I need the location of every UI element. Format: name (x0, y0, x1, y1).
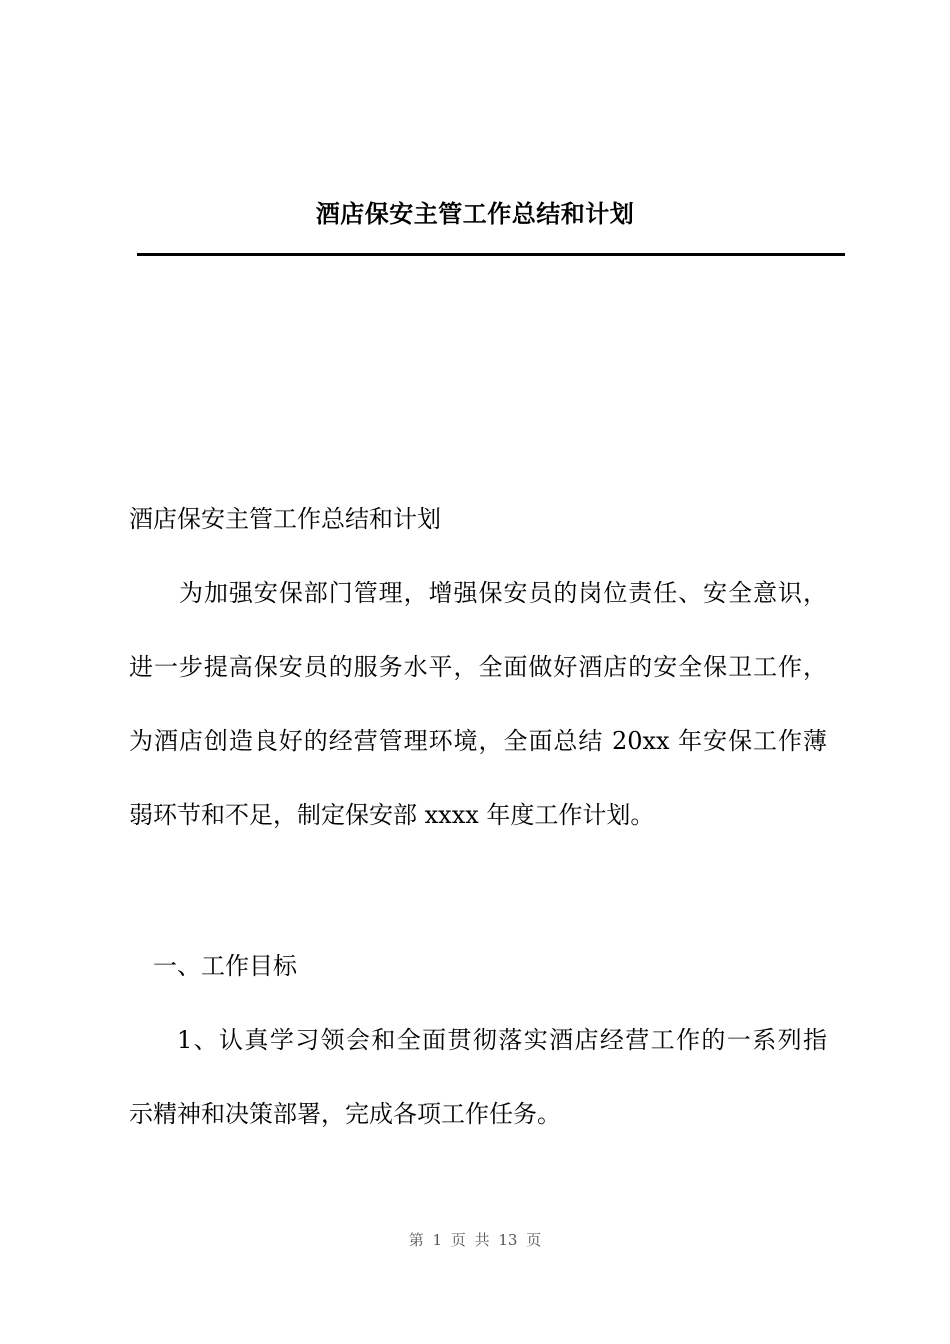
intro-line-4: 弱环节和不足，制定保安部 xxxx 年度工作计划。 (129, 801, 655, 829)
header-divider (137, 253, 845, 256)
header-title: 酒店保安主管工作总结和计划 (315, 199, 635, 228)
document-title: 酒店保安主管工作总结和计划 (129, 505, 441, 533)
item-1-line-1: 1、认真学习领会和全面贯彻落实酒店经营工作的一系列指 (177, 1026, 827, 1054)
section-heading-goals: 一、工作目标 (153, 952, 297, 980)
item-1-line-2: 示精神和决策部署，完成各项工作任务。 (129, 1100, 561, 1128)
intro-line-2: 进一步提高保安员的服务水平，全面做好酒店的安全保卫工作， (129, 653, 827, 681)
intro-line-1: 为加强安保部门管理，增强保安员的岗位责任、安全意识， (179, 579, 827, 607)
intro-line-3: 为酒店创造良好的经营管理环境，全面总结 20xx 年安保工作薄 (129, 727, 827, 755)
page-footer: 第 1 页 共 13 页 (408, 1231, 542, 1249)
